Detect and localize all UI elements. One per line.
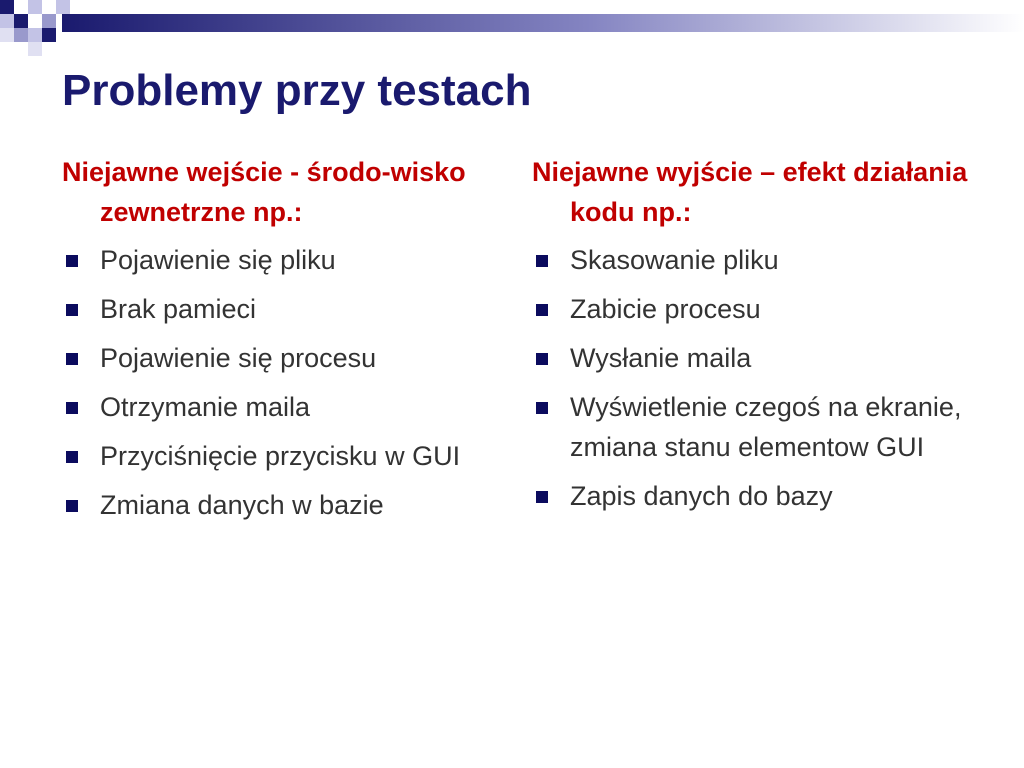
- left-column: [62, 152, 502, 534]
- list-item-text: Skasowanie pliku: [570, 245, 779, 275]
- square-bullet-icon: [66, 304, 78, 316]
- deco-square: [14, 14, 28, 28]
- square-bullet-icon: [536, 353, 548, 365]
- header-decoration: [0, 0, 1024, 60]
- list-item-text: Przyciśnięcie przycisku w GUI: [100, 441, 461, 471]
- list-item-text: Pojawienie się pliku: [100, 245, 336, 275]
- list-item: [62, 338, 502, 378]
- square-bullet-icon: [66, 353, 78, 365]
- deco-square: [0, 28, 14, 42]
- list-item: [532, 476, 972, 516]
- deco-square: [0, 0, 14, 14]
- square-bullet-icon: [66, 402, 78, 414]
- deco-square: [0, 14, 14, 28]
- list-item: [532, 240, 972, 280]
- right-column: [532, 152, 972, 525]
- deco-square: [28, 0, 42, 14]
- deco-square: [14, 28, 28, 42]
- square-bullet-icon: [536, 304, 548, 316]
- list-item-text: Brak pamieci: [100, 294, 257, 324]
- list-item: [532, 338, 972, 378]
- list-item-text: Wyświetlenie czegoś na ekranie, zmiana stanu elementow GUI: [570, 392, 962, 462]
- deco-square: [42, 28, 56, 42]
- list-item-text: Pojawienie się procesu: [100, 343, 377, 373]
- list-item-text: Otrzymanie maila: [100, 392, 311, 422]
- deco-square: [28, 42, 42, 56]
- deco-square: [42, 14, 56, 28]
- list-item-text: Zmiana danych w bazie: [100, 490, 384, 520]
- list-item: [532, 289, 972, 329]
- left-list: [62, 240, 502, 525]
- right-heading: Niejawne wyjście – efekt działania kodu np.:: [532, 157, 968, 227]
- square-bullet-icon: [66, 451, 78, 463]
- list-item-text: Zapis danych do bazy: [570, 481, 833, 511]
- square-bullet-icon: [66, 500, 78, 512]
- deco-square: [56, 0, 70, 14]
- list-item-text: Zabicie procesu: [570, 294, 761, 324]
- square-bullet-icon: [536, 491, 548, 503]
- list-item: [62, 485, 502, 525]
- header-gradient-bar: [62, 14, 1024, 32]
- deco-square: [28, 28, 42, 42]
- slide-title: Problemy przy testach: [62, 66, 532, 115]
- square-bullet-icon: [536, 402, 548, 414]
- list-item: [62, 240, 502, 280]
- square-bullet-icon: [66, 255, 78, 267]
- list-item: [62, 387, 502, 427]
- list-item-text: Wysłanie maila: [570, 343, 752, 373]
- square-bullet-icon: [536, 255, 548, 267]
- list-item: [62, 436, 502, 476]
- left-heading: Niejawne wejście - środo-wisko zewnetrzne np.:: [62, 157, 466, 227]
- list-item: [532, 387, 972, 467]
- right-list: [532, 240, 972, 516]
- list-item: [62, 289, 502, 329]
